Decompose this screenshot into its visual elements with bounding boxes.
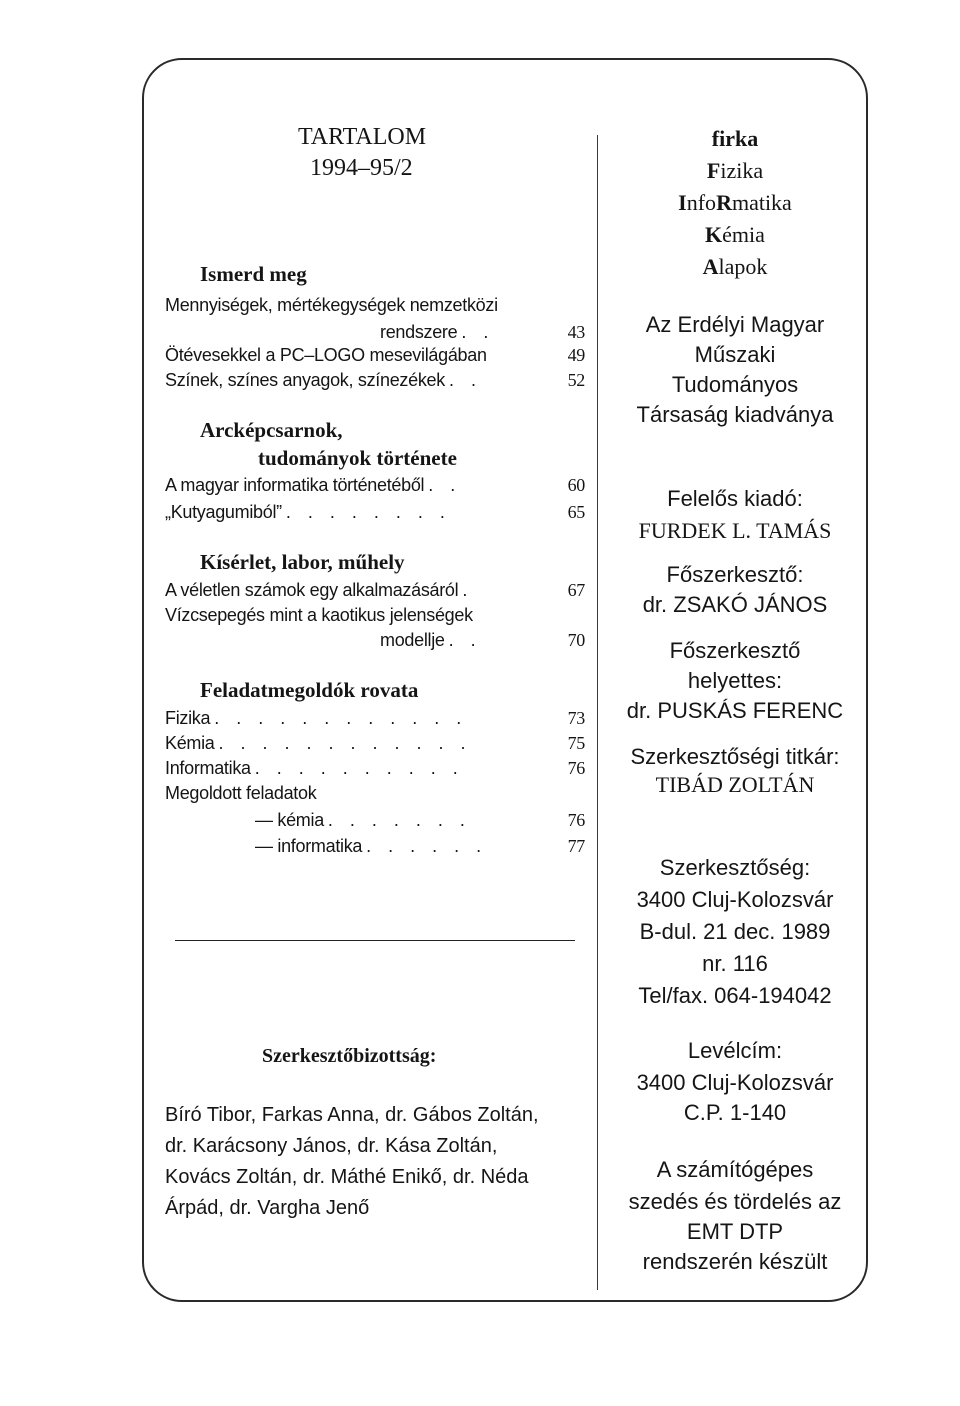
toc-entry: „Kutyagumiból” . . . . . . . . 65 — [165, 502, 585, 522]
toc-entry-continuation: modellje . . 70 — [380, 630, 585, 650]
publisher-line: Műszaki — [694, 342, 776, 367]
secretary-name: TIBÁD ZOLTÁN — [655, 772, 815, 797]
credit-line: rendszerén készült — [642, 1249, 828, 1274]
board-line: Bíró Tibor, Farkas Anna, dr. Gábos Zoltán, — [165, 1104, 539, 1126]
toc-entry-continuation: rendszere . . 43 — [380, 322, 585, 342]
credit-line: szedés és tördelés az — [628, 1189, 842, 1214]
board-title: Szerkesztőbizottság: — [262, 1045, 437, 1067]
toc-title: TARTALOM — [298, 124, 427, 150]
mail-line: 3400 Cluj-Kolozsvár — [636, 1070, 834, 1095]
toc-entry: Ötévesekkel a PC–LOGO mesevilágában 49 — [165, 345, 585, 365]
mail-label: Levélcím: — [687, 1038, 783, 1063]
toc-issue: 1994–95/2 — [310, 155, 413, 181]
section-heading-ismerd-meg: Ismerd meg — [200, 262, 307, 286]
masthead-fizika: Fizika — [706, 158, 764, 183]
publisher-line: Tudományos — [671, 372, 799, 397]
editor-label: Főszerkesztő: — [666, 562, 804, 587]
toc-entry: Vízcsepegés mint a kaotikus jelenségek — [165, 605, 473, 625]
credit-line: EMT DTP — [686, 1219, 784, 1244]
mail-line: C.P. 1-140 — [683, 1100, 787, 1125]
deputy-label: Főszerkesztő — [669, 638, 801, 663]
responsible-name: FURDEK L. TAMÁS — [638, 518, 832, 543]
board-line: dr. Karácsony János, dr. Kása Zoltán, — [165, 1135, 498, 1157]
toc-entry: Informatika . . . . . . . . . . 76 — [165, 758, 585, 778]
toc-entry: Kémia . . . . . . . . . . . . 75 — [165, 733, 585, 753]
secretary-label: Szerkesztőségi titkár: — [630, 744, 840, 769]
section-heading-arckepcsarnok-2: tudományok története — [258, 446, 457, 470]
toc-entry: Mennyiségek, mértékegységek nemzetközi — [165, 295, 498, 315]
toc-entry: Fizika . . . . . . . . . . . . 73 — [165, 708, 585, 728]
masthead-alapok: Alapok — [702, 254, 768, 279]
toc-entry: Színek, színes anyagok, színezékek . . 52 — [165, 370, 585, 390]
masthead-kemia: Kémia — [705, 222, 765, 247]
section-heading-feladatmegoldok: Feladatmegoldók rovata — [200, 678, 419, 702]
deputy-label-2: helyettes: — [687, 668, 783, 693]
column-divider — [597, 135, 598, 1290]
board-line: Kovács Zoltán, dr. Máthé Enikő, dr. Néda — [165, 1166, 529, 1188]
editor-name: dr. ZSAKÓ JÁNOS — [642, 592, 828, 617]
masthead-informatika: InfoRmatika — [678, 190, 792, 215]
office-line: Tel/fax. 064-194042 — [638, 983, 832, 1008]
credit-line: A számítógépes — [656, 1157, 814, 1182]
office-line: B-dul. 21 dec. 1989 — [639, 919, 831, 944]
masthead-firka: firka — [711, 126, 759, 151]
publisher-line: Társaság kiadványa — [636, 402, 834, 427]
deputy-name: dr. PUSKÁS FERENC — [626, 698, 844, 723]
publisher-line: Az Erdélyi Magyar — [645, 312, 825, 337]
toc-entry: — kémia . . . . . . . 76 — [255, 810, 585, 830]
section-heading-arckepcsarnok: Arcképcsarnok, — [200, 418, 343, 442]
section-heading-kiserlet: Kísérlet, labor, műhely — [200, 550, 405, 574]
toc-entry: A véletlen számok egy alkalmazásáról . 67 — [165, 580, 585, 600]
toc-entry: Megoldott feladatok — [165, 783, 317, 803]
office-line: nr. 116 — [702, 951, 768, 976]
office-line: 3400 Cluj-Kolozsvár — [636, 887, 834, 912]
toc-entry: — informatika . . . . . . 77 — [255, 836, 585, 856]
section-rule — [175, 940, 575, 941]
office-label: Szerkesztőség: — [659, 855, 811, 880]
board-line: Árpád, dr. Vargha Jenő — [165, 1197, 370, 1219]
responsible-label: Felelős kiadó: — [667, 486, 803, 511]
toc-entry: A magyar informatika történetéből . . 60 — [165, 475, 585, 495]
board-members — [165, 1100, 595, 1224]
